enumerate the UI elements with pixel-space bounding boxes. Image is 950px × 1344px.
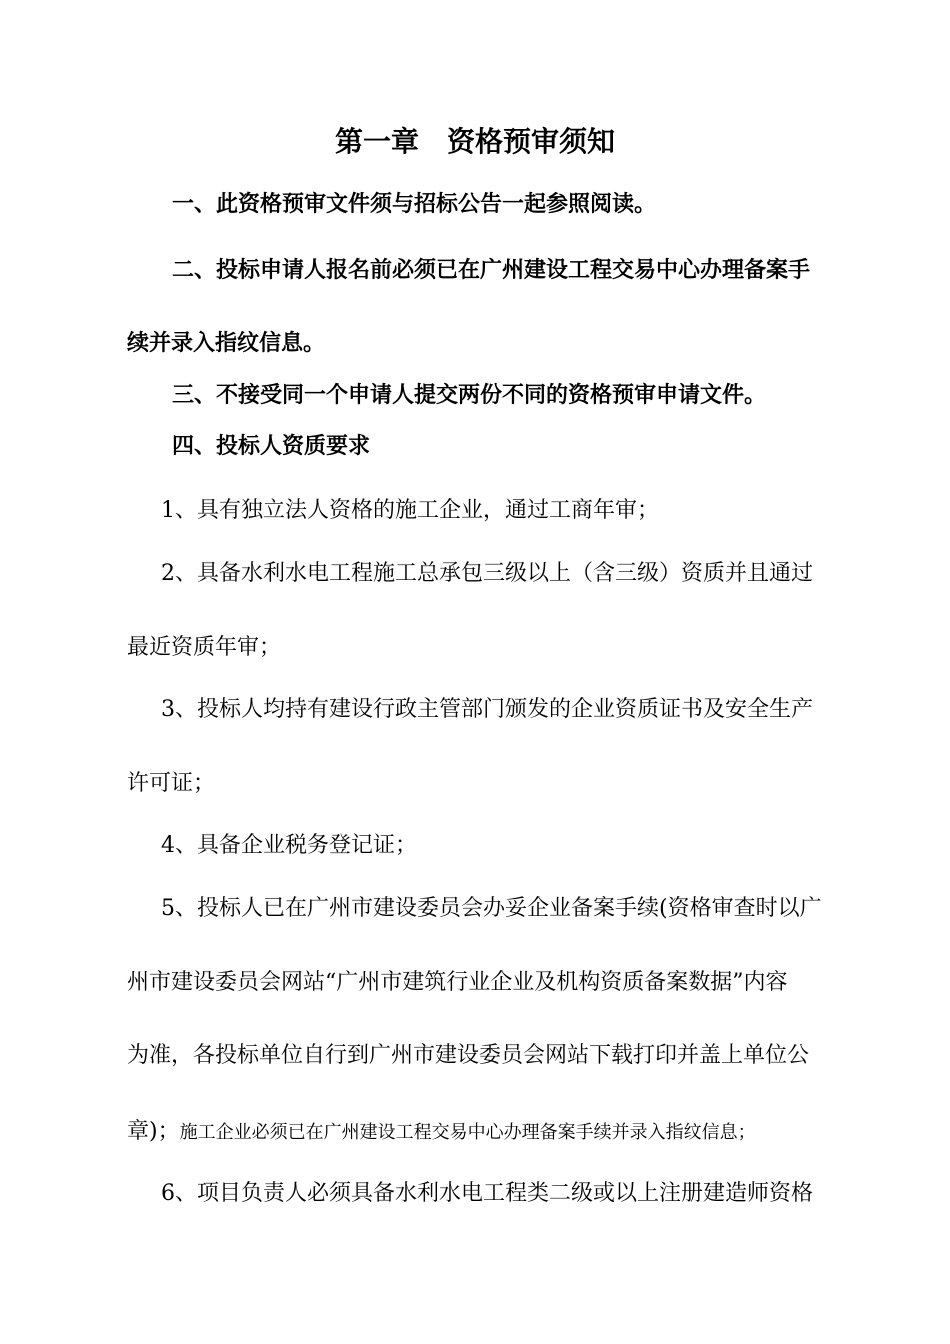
chapter-number: 第一章 <box>334 125 419 158</box>
requirement-2-line-2: 最近资质年审； <box>127 635 282 660</box>
requirement-3-line-2: 许可证； <box>127 771 216 796</box>
requirement-5-line-1: 5、投标人已在广州市建设委员会办妥企业备案手续(资格审查时以广 <box>161 896 822 921</box>
item-3: 三、不接受同一个申请人提交两份不同的资格预审申请文件。 <box>172 383 767 408</box>
requirement-5-line-4 <box>127 1121 756 1143</box>
item-2-line-2: 续并录入指纹信息。 <box>127 331 326 356</box>
item-1: 一、此资格预审文件须与招标公告一起参照阅读。 <box>172 192 657 217</box>
requirement-5-line-3: 为准，各投标单位自行到广州市建设委员会网站下载打印并盖上单位公 <box>127 1043 810 1068</box>
requirement-3-line-1: 3、投标人均持有建设行政主管部门颁发的企业资质证书及安全生产 <box>161 697 813 722</box>
requirement-6-line-1: 6、项目负责人必须具备水利水电工程类二级或以上注册建造师资格 <box>161 1181 813 1206</box>
requirement-1: 1、具有独立法人资格的施工企业，通过工商年审； <box>161 498 659 523</box>
requirement-5-line-4-start: 章)； <box>127 1119 180 1144</box>
requirement-2-line-1: 2、具备水利水电工程施工总承包三级以上（含三级）资质并且通过 <box>161 561 813 586</box>
item-4: 四、投标人资质要求 <box>172 434 371 459</box>
chapter-heading: 资格预审须知 <box>447 125 616 158</box>
chapter-title <box>0 125 950 158</box>
requirement-4: 4、具备企业税务登记证； <box>161 833 417 858</box>
requirement-5-line-2: 州市建设委员会网站“广州市建筑行业企业及机构资质备案数据”内容 <box>127 970 788 995</box>
requirement-5-line-4-end: 施工企业必须已在广州建设工程交易中心办理备案手续并录入指纹信息； <box>179 1122 756 1143</box>
item-2-line-1: 二、投标申请人报名前必须已在广州建设工程交易中心办理备案手 <box>172 258 811 283</box>
